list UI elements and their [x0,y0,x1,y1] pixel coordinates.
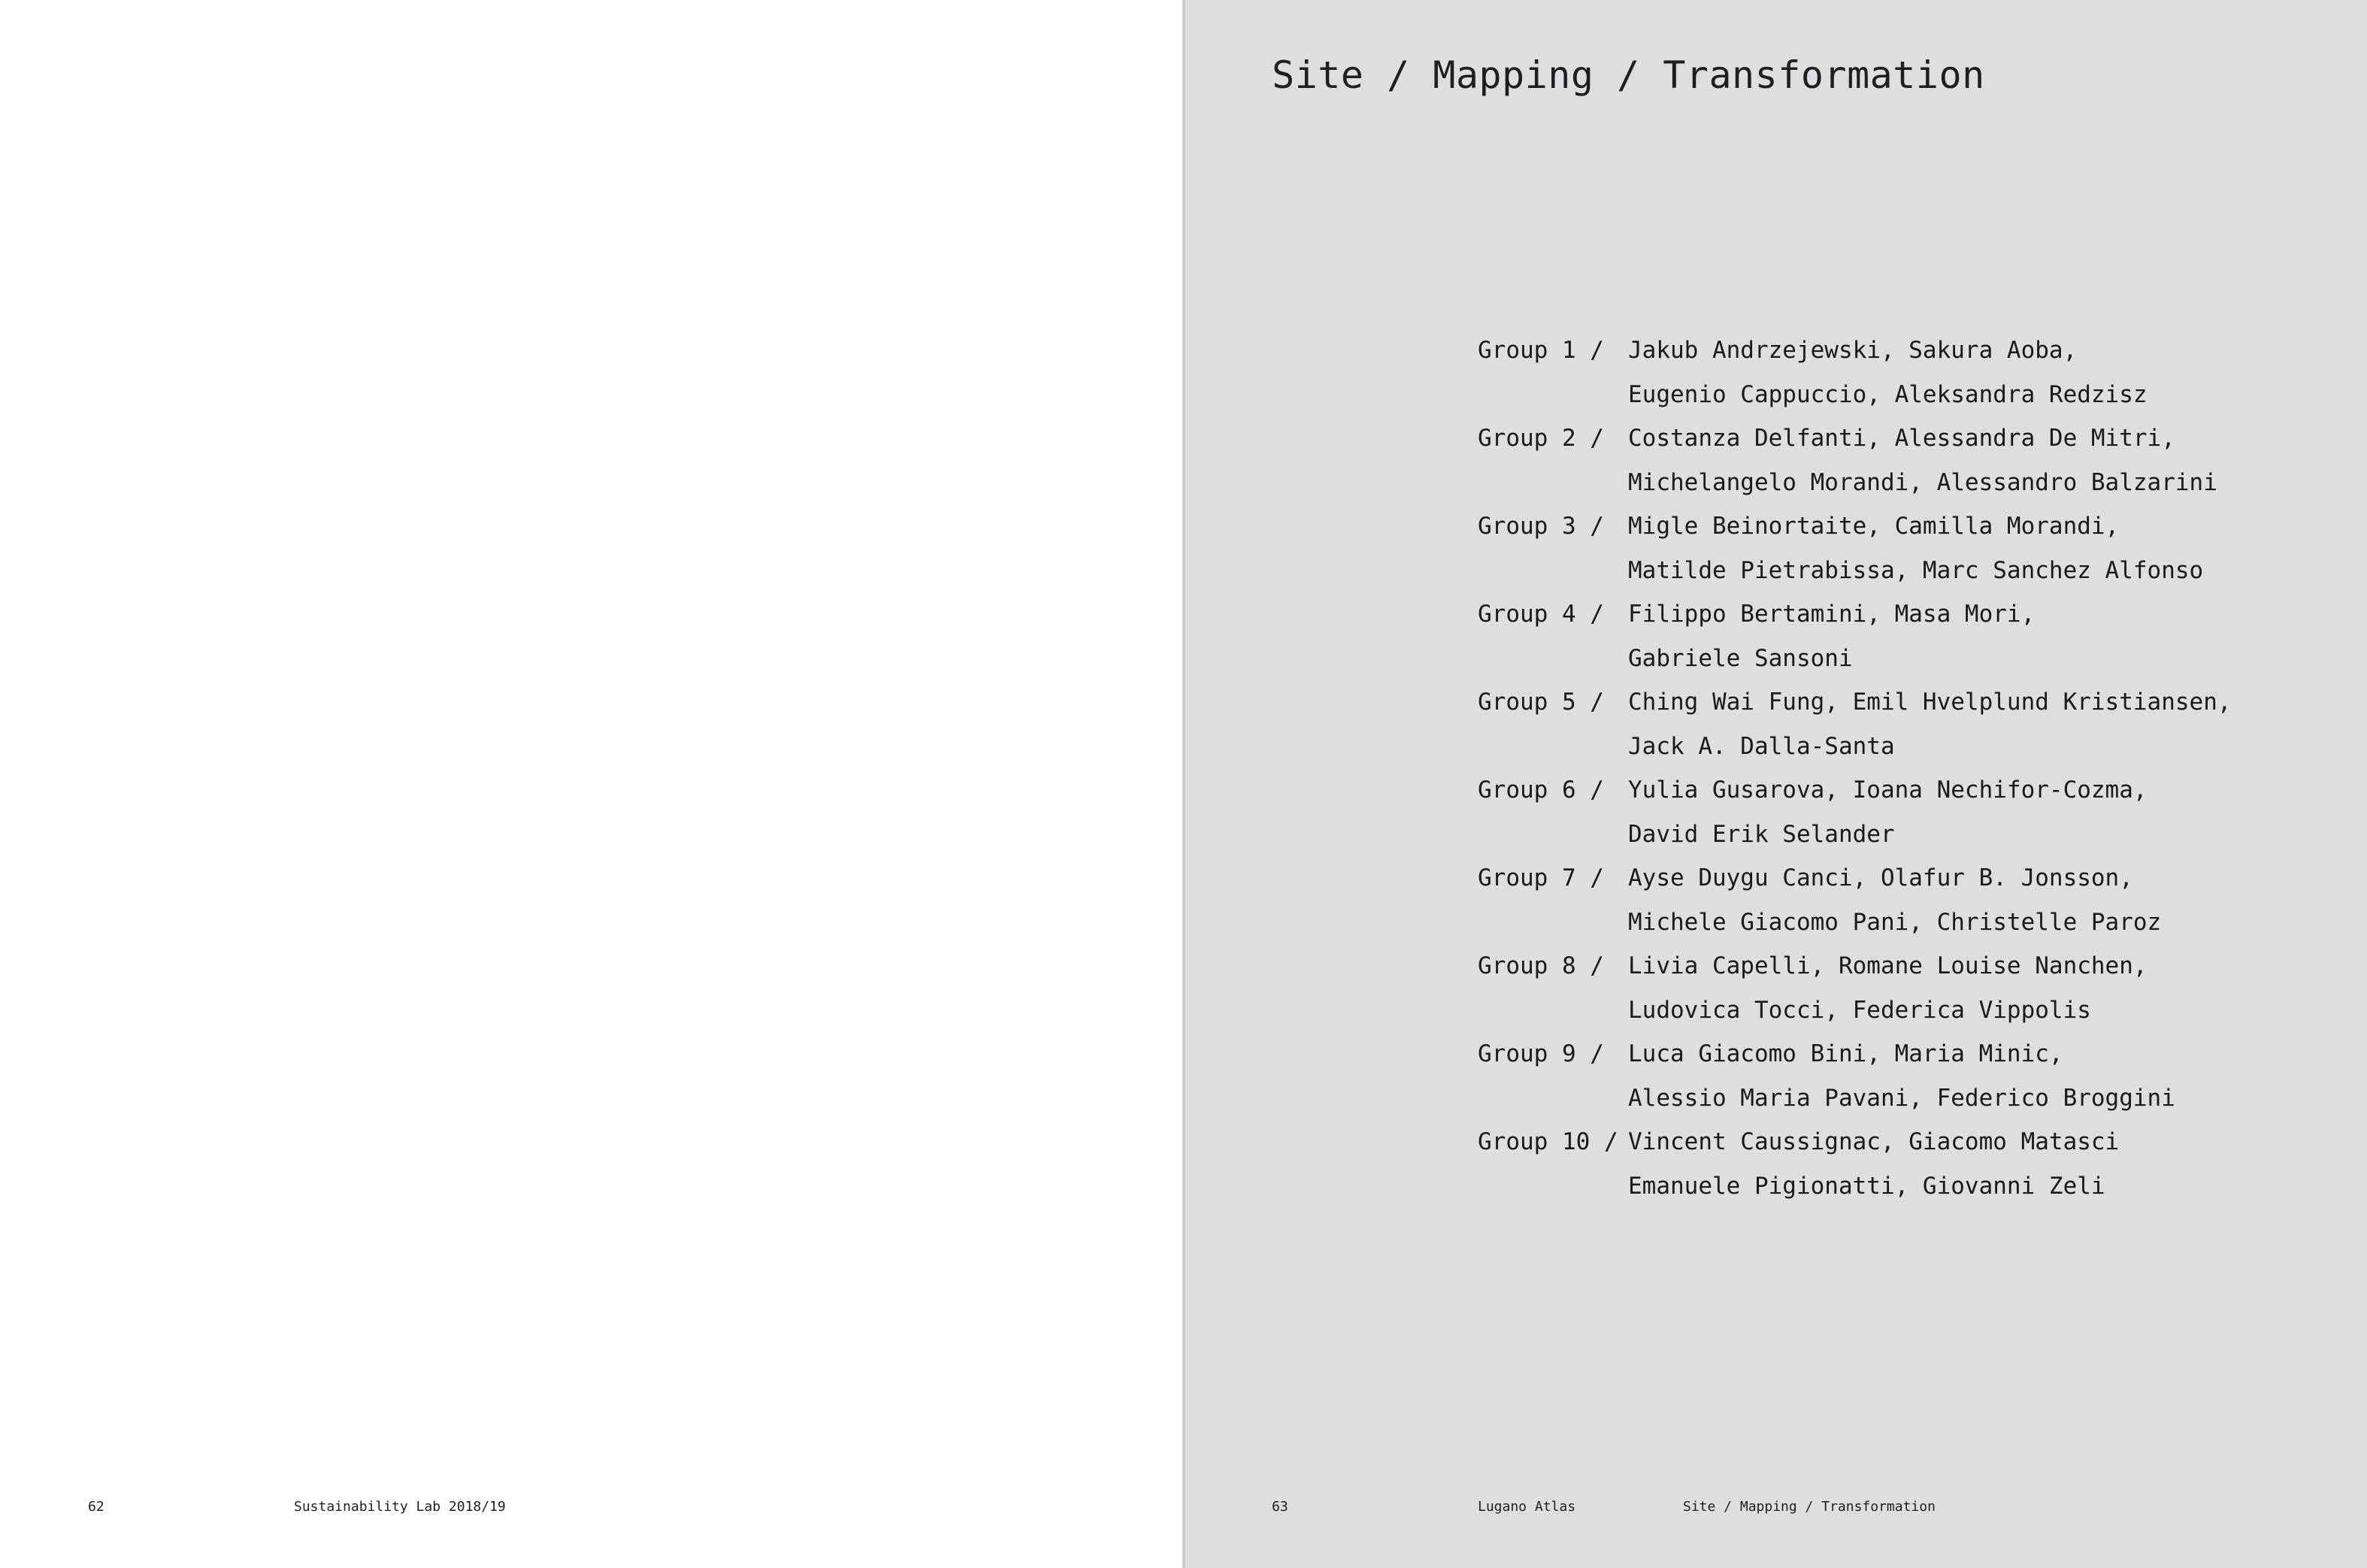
page-title: Site / Mapping / Transformation [1272,53,1985,97]
member-line: Ching Wai Fung, Emil Hvelplund Kristiansen, [1628,689,2232,716]
member-line: Jack A. Dalla-Santa [1628,732,1895,760]
group-entry [1478,504,2244,592]
group-label: Group 9 / [1478,1040,1604,1067]
member-line: Vincent Caussignac, Giacomo Matasci [1628,1128,2120,1155]
member-line: Yulia Gusarova, Ioana Nechifor-Cozma, [1628,776,2148,804]
group-members [1628,592,2244,680]
group-entry [1478,592,2244,680]
right-page [1185,0,2367,1568]
member-line: Ayse Duygu Canci, Olafur B. Jonsson, [1628,864,2133,891]
right-page-number: 63 [1272,1499,1288,1515]
member-line: Jakub Andrzejewski, Sakura Aoba, [1628,337,2078,364]
group-members [1628,1120,2244,1208]
group-members [1628,680,2244,768]
group-label: Group 5 / [1478,689,1604,716]
group-label: Group 6 / [1478,776,1604,804]
group-label: Group 2 / [1478,425,1604,452]
group-entry [1478,768,2244,856]
group-members [1628,856,2244,944]
member-line: Filippo Bertamini, Masa Mori, [1628,601,2036,628]
group-members [1628,416,2244,504]
member-line: Emanuele Pigionatti, Giovanni Zeli [1628,1172,2105,1200]
group-entry [1478,680,2244,768]
footer-publication: Lugano Atlas [1478,1499,1576,1515]
group-label: Group 3 / [1478,513,1604,540]
group-entry [1478,1032,2244,1120]
footer-section: Site / Mapping / Transformation [1683,1499,1936,1515]
left-page [0,0,1182,1568]
group-entry [1478,328,2244,416]
left-footer-title: Sustainability Lab 2018/19 [294,1499,506,1515]
group-members [1628,1032,2244,1120]
group-members [1628,768,2244,856]
group-entry [1478,416,2244,504]
member-line: Gabriele Sansoni [1628,644,1853,672]
member-line: Livia Capelli, Romane Louise Nanchen, [1628,952,2148,979]
group-label: Group 8 / [1478,952,1604,979]
member-line: Matilde Pietrabissa, Marc Sanchez Alfonso [1628,556,2204,584]
group-entry [1478,944,2244,1032]
group-members [1628,328,2244,416]
group-label: Group 7 / [1478,864,1604,891]
member-line: Migle Beinortaite, Camilla Morandi, [1628,513,2120,540]
member-line: Luca Giacomo Bini, Maria Minic, [1628,1040,2063,1067]
member-line: Alessio Maria Pavani, Federico Broggini [1628,1084,2175,1112]
member-line: Michele Giacomo Pani, Christelle Paroz [1628,908,2162,936]
group-list [1478,328,2244,1208]
group-label: Group 10 / [1478,1128,1618,1155]
member-line: Ludovica Tocci, Federica Vippolis [1628,996,2091,1024]
member-line: Michelangelo Morandi, Alessandro Balzarini [1628,468,2217,496]
group-members [1628,504,2244,592]
member-line: David Erik Selander [1628,820,1895,848]
left-page-number: 62 [88,1499,104,1515]
member-line: Costanza Delfanti, Alessandra De Mitri, [1628,425,2175,452]
group-label: Group 4 / [1478,601,1604,628]
group-entry [1478,856,2244,944]
group-members [1628,944,2244,1032]
member-line: Eugenio Cappuccio, Aleksandra Redzisz [1628,380,2148,408]
group-label: Group 1 / [1478,337,1604,364]
group-entry [1478,1120,2244,1208]
